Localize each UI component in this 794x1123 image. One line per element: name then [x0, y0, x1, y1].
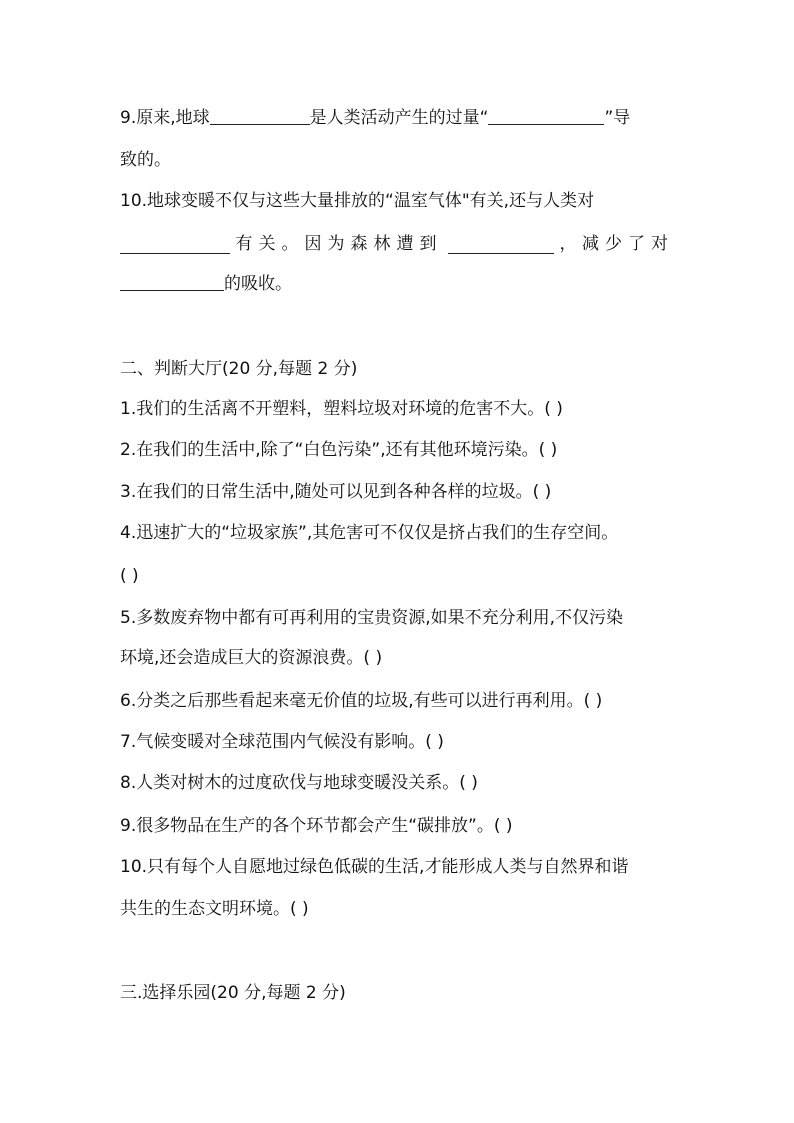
judge-item-2: 2.在我们的生活中,除了“白色污染”,还有其他环境污染。( ) [120, 440, 558, 460]
q9-text-d: 致的。 [120, 150, 171, 170]
judge-item-4-answer: ( ) [120, 566, 139, 586]
question-10-line-3 [120, 272, 292, 296]
q10-text-b3: 减少了对 [582, 234, 674, 254]
q10-text-b2: ， [559, 234, 577, 254]
section-2-title: 二、判断大厅(20 分,每题 2 分) [120, 359, 358, 379]
question-9-line-1 [120, 106, 630, 130]
q9-text-a: 9.原来,地球 [120, 108, 210, 128]
question-10-line-1 [120, 189, 594, 213]
q10-blank-3[interactable] [120, 272, 224, 291]
section-3-title: 三.选择乐园(20 分,每题 2 分) [120, 983, 346, 1003]
judge-item-10: 10.只有每个人自愿地过绿色低碳的生活,才能形成人类与自然界和谐 [120, 857, 629, 877]
q9-text-b: 是人类活动产生的过量“ [309, 108, 489, 128]
judge-item-1: 1.我们的生活离不开塑料，塑料垃圾对环境的危害不大。( ) [120, 399, 563, 419]
q10-text-c: 的吸收。 [224, 274, 292, 294]
judge-item-9: 9.很多物品在生产的各个环节都会产生“碳排放”。( ) [120, 816, 513, 836]
judge-item-7: 7.气候变暖对全球范围内气候没有影响。( ) [120, 732, 444, 752]
judge-item-3: 3.在我们的日常生活中,随处可以见到各种各样的垃圾。( ) [120, 482, 552, 502]
judge-item-4: 4.迅速扩大的“垃圾家族”,其危害可不仅仅是挤占我们的生存空间。 [120, 523, 619, 543]
q9-blank-2[interactable] [488, 106, 604, 125]
q10-blank-1[interactable] [120, 235, 230, 254]
judge-item-6: 6.分类之后那些看起来毫无价值的垃圾,有些可以进行再利用。( ) [120, 691, 603, 711]
question-9-line-2 [120, 148, 171, 172]
question-10-line-2 [120, 232, 674, 256]
q10-text-a: 10.地球变暖不仅与这些大量排放的“温室气体"有关,还与人类对 [120, 191, 595, 211]
judge-item-5: 5.多数废弃物中都有可再利用的宝贵资源,如果不充分利用,不仅污染 [120, 608, 624, 628]
q9-text-c: ”导 [604, 108, 631, 128]
q10-text-b1: 有关。因为森林遭到 [235, 234, 443, 254]
judge-item-8: 8.人类对树木的过度砍伐与地球变暖没关系。( ) [120, 773, 478, 793]
judge-item-5-cont: 环境,还会造成巨大的资源浪费。( ) [120, 648, 383, 668]
judge-item-10-cont: 共生的生态文明环境。( ) [120, 899, 309, 919]
q10-blank-2[interactable] [448, 235, 554, 254]
q9-blank-1[interactable] [210, 106, 310, 125]
